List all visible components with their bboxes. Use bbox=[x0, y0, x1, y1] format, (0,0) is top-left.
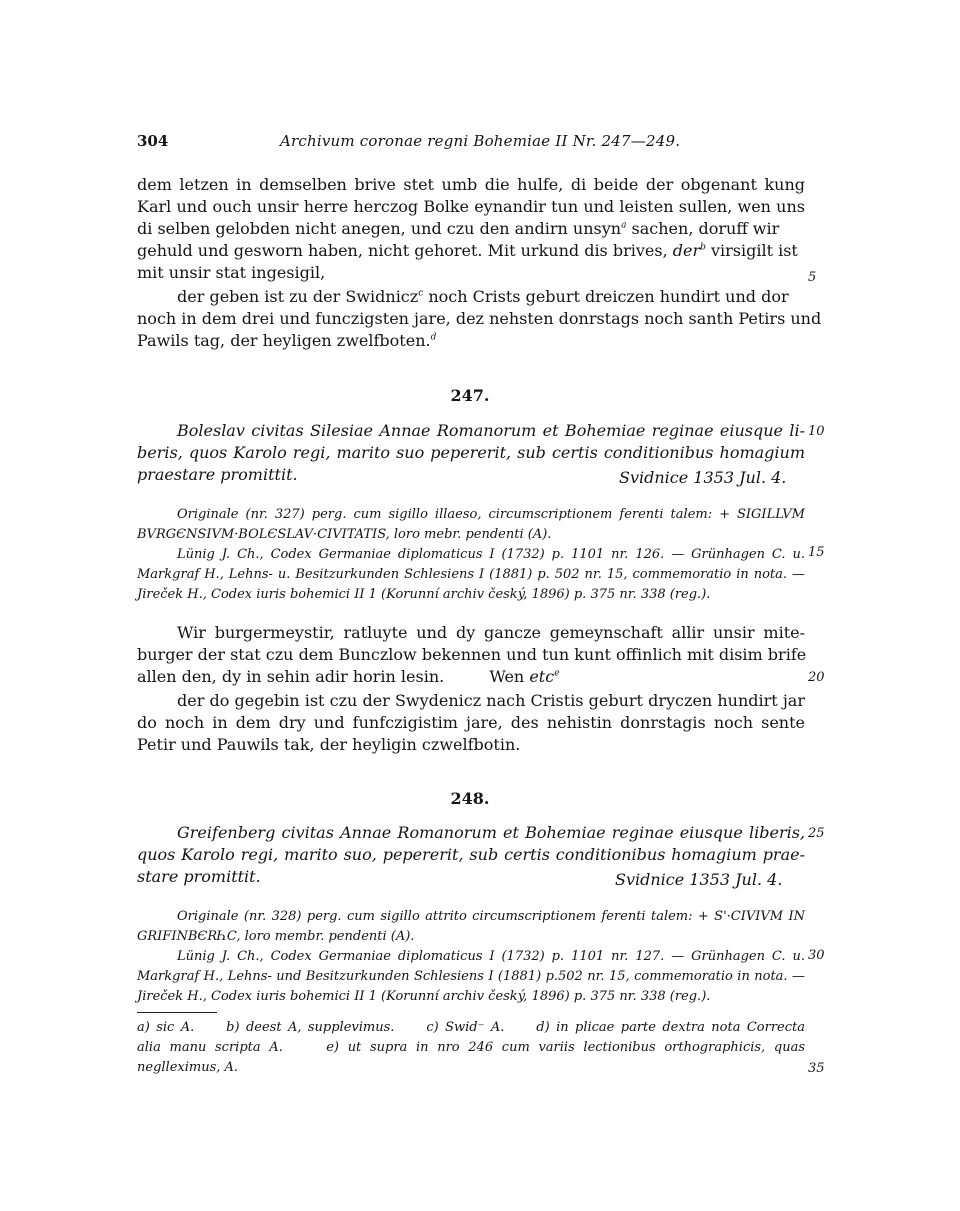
text-fragment: allen den, dy in sehin adir horin lesin. bbox=[137, 667, 445, 686]
margin-line-number: 20 bbox=[808, 670, 825, 685]
margin-line-number: 10 bbox=[808, 424, 825, 439]
footnote-ref: c bbox=[418, 288, 424, 299]
regest-line: stare promittit. bbox=[137, 867, 261, 886]
text-line: noch in dem drei und funczigsten jare, dez nehsten donrstags noch santh Petirs und bbox=[137, 309, 822, 328]
footnote-ref: b bbox=[700, 242, 706, 253]
text-fragment: di selben gelobden nicht anegen, und czu den andirn unsyn bbox=[137, 219, 622, 238]
text-line: do noch in dem dry und funfczigistim jare, des nehistin donrstagis noch sente bbox=[137, 713, 805, 732]
text-fragment: gehuld und gesworn haben, nicht gehoret. Mit urkund dis brives, bbox=[137, 241, 668, 260]
note-line: Lünig J. Ch., Codex Germaniae diplomaticus I (1732) p. 1101 nr. 126. — Grünhagen C. u. bbox=[177, 547, 805, 562]
text-fragment: Pawils tag, der heyligen zwelfboten. bbox=[137, 331, 431, 350]
footnote-line: a) sic A. b) deest A, supplevimus. c) Swid⁻ A. d) in plicae parte dextra nota Correcta bbox=[137, 1020, 805, 1035]
text-fragment: etc bbox=[529, 667, 555, 686]
running-header bbox=[137, 132, 805, 154]
text-fragment: sachen, doruff wir bbox=[626, 219, 780, 238]
text-fragment: virsigilt ist bbox=[705, 241, 798, 260]
regest-line: Boleslav civitas Silesiae Annae Romanorum et Bohemiae reginae eiusque li- bbox=[177, 421, 805, 440]
note-line: Markgraf H., Lehns- und Besitzurkunden Schlesiens I (1881) p.502 nr. 15, commemoratio in nota. — bbox=[137, 969, 805, 984]
document-date: Svidnice 1353 Jul. 4. bbox=[615, 870, 783, 889]
note-line: Markgraf H., Lehns- u. Besitzurkunden Schlesiens I (1881) p. 502 nr. 15, commemoratio in nota. — bbox=[137, 567, 805, 582]
note-line: Lünig J. Ch., Codex Germaniae diplomaticus I (1732) p. 1101 nr. 127. — Grünhagen C. u. bbox=[177, 949, 805, 964]
text-fragment: der geben ist zu der Swidnicz bbox=[177, 287, 419, 306]
footnote-rule bbox=[137, 1012, 217, 1013]
regest-line: beris, quos Karolo regi, marito suo pepererit, sub certis conditionibus homagium bbox=[137, 443, 805, 462]
note-line: GRIFINBЄRҺC, loro membr. pendenti (A). bbox=[137, 929, 415, 944]
text-line: der do gegebin ist czu der Swydenicz nach Cristis geburt dryczen hundirt jar bbox=[177, 691, 805, 710]
note-line: Jireček H., Codex iuris bohemici II 1 (Korunní archiv český, 1896) p. 375 nr. 338 (reg.). bbox=[137, 587, 711, 602]
text-line bbox=[137, 240, 798, 262]
footnote-ref: d bbox=[430, 332, 437, 343]
document-date: Svidnice 1353 Jul. 4. bbox=[619, 468, 787, 487]
text-line bbox=[177, 286, 789, 308]
text-line bbox=[137, 218, 805, 240]
document-number: 247. bbox=[450, 386, 490, 405]
text-line bbox=[137, 330, 436, 352]
note-line: Jireček H., Codex iuris bohemici II 1 (Korunní archiv český, 1896) p. 375 nr. 338 (reg.). bbox=[137, 989, 711, 1004]
text-fragment: Wen bbox=[489, 667, 525, 686]
margin-line-number: 15 bbox=[808, 545, 825, 560]
text-line: mit unsir stat ingesigil, bbox=[137, 263, 326, 282]
note-line: Originale (nr. 328) perg. cum sigillo attrito circumscriptionem ferenti talem: + S'·CIVIVM IN bbox=[177, 909, 805, 924]
regest-line: quos Karolo regi, marito suo, pepererit, sub certis conditionibus homagium prae- bbox=[137, 845, 805, 864]
text-line bbox=[137, 666, 560, 688]
text-line: burger der stat czu dem Bunczlow bekennen und tun kunt offinlich mit disim brife bbox=[137, 645, 807, 664]
footnote-line: alia manu scripta A. e) ut supra in nro 246 cum variis lectionibus orthographicis, quas bbox=[137, 1040, 805, 1055]
regest-line: praestare promittit. bbox=[137, 465, 298, 484]
text-fragment: noch Crists geburt dreiczen hundirt und dor bbox=[423, 287, 789, 306]
margin-line-number: 25 bbox=[808, 826, 825, 841]
regest-line: Greifenberg civitas Annae Romanorum et Bohemiae reginae eiusque liberis, bbox=[177, 823, 805, 842]
text-line: Wir burgermeystir, ratluyte und dy gancze gemeynschaft allir unsir mite- bbox=[177, 623, 805, 642]
footnote-ref: e bbox=[554, 668, 560, 679]
margin-line-number: 5 bbox=[808, 270, 817, 285]
margin-line-number: 30 bbox=[808, 948, 825, 963]
note-line: BVRGЄNSIVM·BOLЄSLAV·CIVITATIS, loro mebr. pendenti (A). bbox=[137, 527, 552, 542]
margin-line-number: 35 bbox=[808, 1061, 825, 1076]
text-line: Petir und Pauwils tak, der heyligin czwelfbotin. bbox=[137, 735, 521, 754]
text-line: Karl und ouch unsir herre herczog Bolke eynandir tun und leisten sullen, wen uns bbox=[137, 197, 805, 216]
text-line: dem letzen in demselben brive stet umb die hulfe, di beide der obgenant kung bbox=[137, 175, 805, 194]
note-line: Originale (nr. 327) perg. cum sigillo illaeso, circumscriptionem ferenti talem: + SIGILLVM bbox=[177, 507, 805, 522]
page-number: 304 bbox=[137, 132, 169, 150]
document-number: 248. bbox=[450, 789, 490, 808]
footnote-ref: a bbox=[621, 220, 627, 231]
running-title: Archivum coronae regni Bohemiae II Nr. 247—249. bbox=[280, 132, 681, 150]
footnote-line: neglleximus, A. bbox=[137, 1060, 239, 1075]
text-fragment: der bbox=[672, 241, 701, 260]
